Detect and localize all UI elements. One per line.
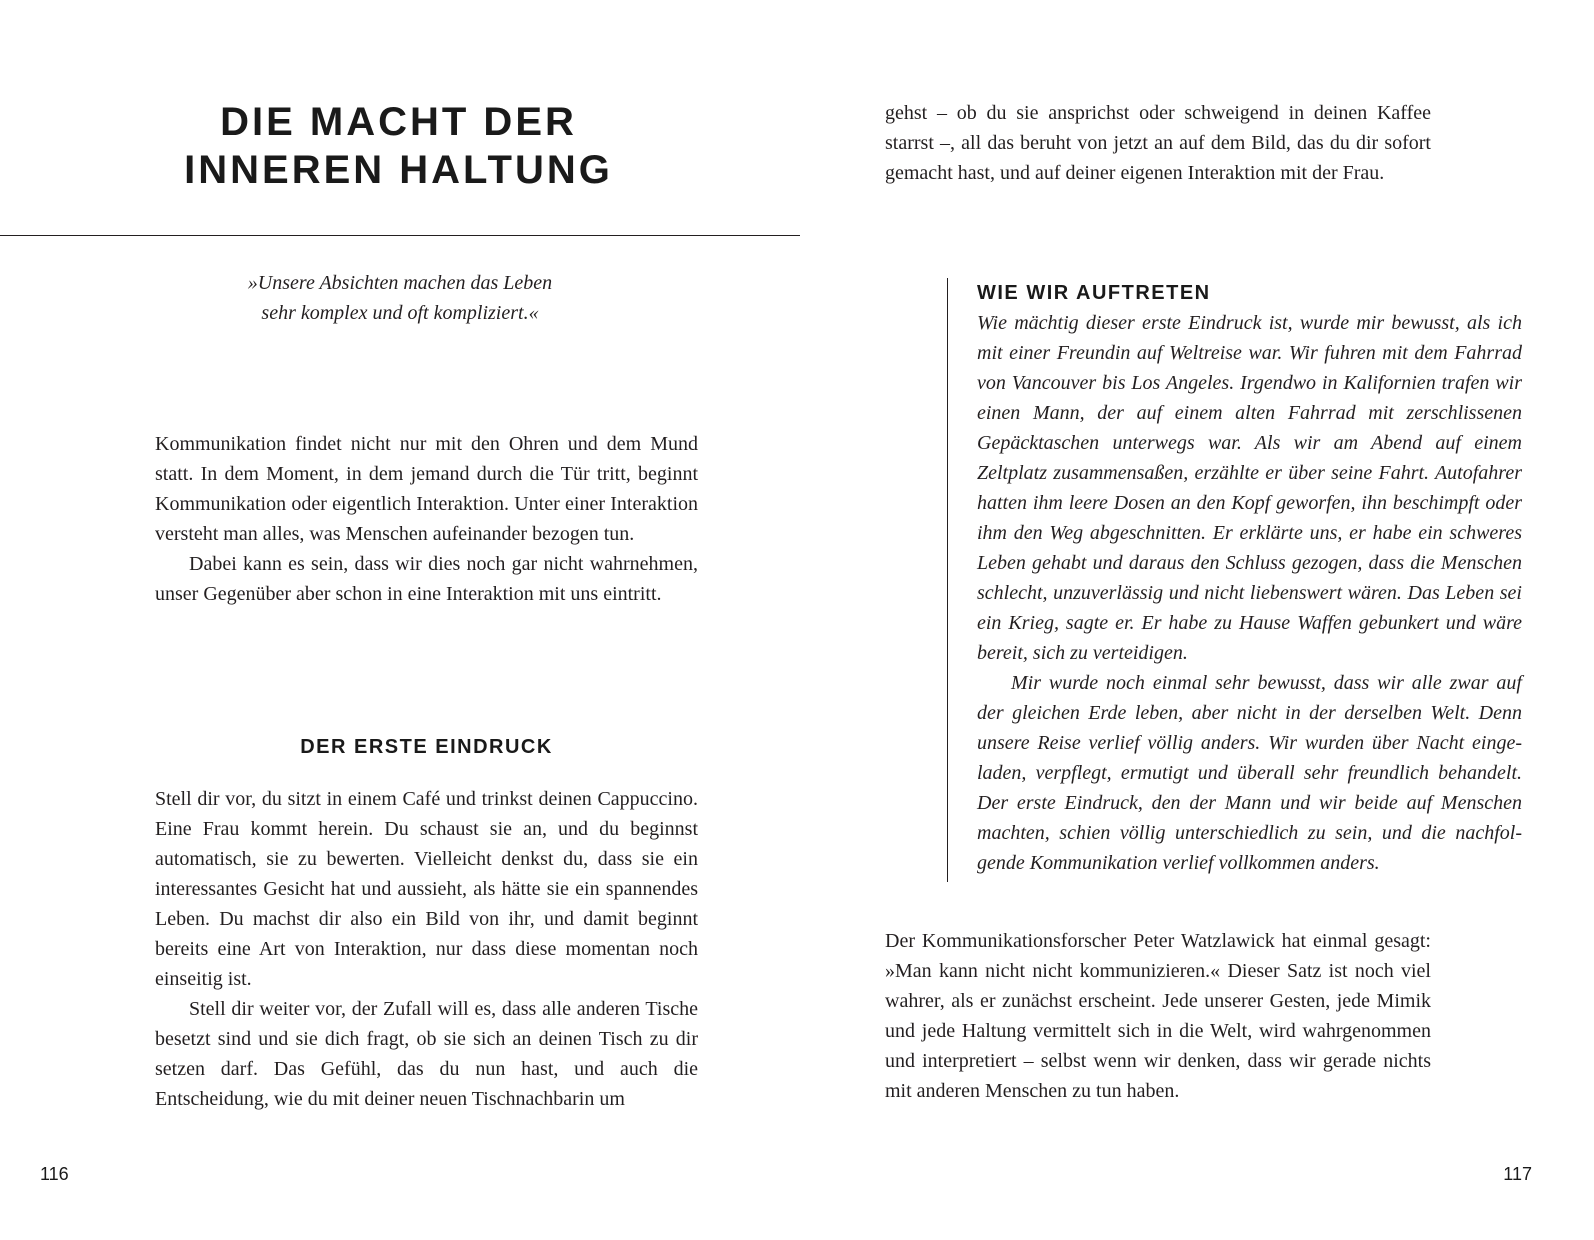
section-heading-erster-eindruck: DER ERSTE EINDRUCK [300, 736, 553, 758]
chapter-title [0, 98, 797, 194]
section-text [155, 784, 698, 1114]
title-divider [0, 235, 800, 236]
epigraph-line2: sehr komplex und oft kompliziert.« [261, 302, 539, 324]
page-number-left: 116 [40, 1164, 69, 1184]
intro-text [155, 429, 698, 609]
epigraph-quote [155, 268, 645, 328]
epigraph-line1: »Unsere Absichten machen das Leben [247, 272, 553, 294]
box-heading-wie-wir-auftreten: WIE WIR AUFTRETEN [977, 282, 1211, 304]
body-paragraph: Stell dir vor, du sitzt in einem Café und trinkst deinen Cappuccino. Eine Frau kommt herein. Du schaust sie an, und du beginnst automatisch, sie zu bewerten. Vielleicht denkst du, dass sie ein interessantes Gesicht hat und aussieht, als hätte sie ein spannendes Leben. Du machst dir also ein Bild von ihr, und damit beginnt bereits eine Art von Interaktion, nur dass diese momentan noch einseitig ist. [155, 788, 698, 990]
page-number-right: 117 [1503, 1164, 1532, 1184]
body-paragraph: Stell dir weiter vor, der Zufall will es, dass alle anderen Tische besetzt sind und sie dich fragt, ob sie sich an deinen Tisch zu dir setzen darf. Das Gefühl, das du nun hast, und auch die Entscheidung, wie du mit deiner neuen Tischnachbarin um [155, 998, 698, 1110]
box-text [977, 308, 1522, 878]
body-paragraph: Der Kommunikationsforscher Peter Watzlawick hat einmal gesagt: »Man kann nicht nicht kommunizieren.« Dieser Satz ist noch viel wahrer, als er zunächst erscheint. Jede unserer Gesten, jede Mimik und jede Haltung vermittelt sich in die Welt, wird wahrgenommen und interpretiert – selbst wenn wir denken, dass wir gerade nichts mit anderen Menschen zu tun haben. [885, 930, 1431, 1102]
continued-text [885, 98, 1431, 188]
body-paragraph: Dabei kann es sein, dass wir dies noch gar nicht wahrnehmen, unser Gegenüber aber schon in eine Interaktion mit uns eintritt. [155, 553, 698, 605]
body-paragraph: Kommunikation findet nicht nur mit den Ohren und dem Mund statt. In dem Moment, in dem jemand durch die Tür tritt, beginnt Kommunikation oder eigentlich Interaktion. Unter einer Interaktion versteht man alles, was Menschen aufeinander bezogen tun. [155, 433, 698, 545]
box-paragraph: Mir wurde noch einmal sehr bewusst, dass wir alle zwar auf der gleichen Erde leben, aber nicht in der derselben Welt. Denn unsere Reise verlief völlig anders. Wir wurden über Nacht eingeladen, verpflegt, ermutigt und überall sehr freundlich behandelt. Der erste Eindruck, den der Mann und wir beide auf Menschen machten, schien völlig unterschiedlich zu sein, und die nachfolgende Kommunikation verlief vollkommen anders. [977, 672, 1522, 874]
right-page [797, 0, 1594, 1240]
body-paragraph: gehst – ob du sie ansprichst oder schweigend in deinen Kaffee starrst –, all das beruht von jetzt an auf dem Bild, das du dir sofort gemacht hast, und auf deiner eigenen Interaktion mit der Frau. [885, 102, 1431, 184]
box-paragraph: Wie mächtig dieser erste Eindruck ist, wurde mir bewusst, als ich mit einer Freundin auf Weltreise war. Wir fuhren mit dem Fahrrad von Vancouver bis Los Angeles. Irgendwo in Kalifornien trafen wir einen Mann, der auf einem alten Fahrrad mit zerschlissenen Gepäcktaschen unterwegs war. Als wir am Abend auf einem Zeltplatz zusammensaßen, erzählte er über seine Fahrt. Autofahrer hatten ihm leere Dosen an den Kopf geworfen, ihn beschimpft oder ihm den Weg abgeschnitten. Er erklärte uns, er habe ein schweres Leben gehabt und daraus den Schluss gezogen, dass die Menschen schlecht, unzuverlässig und nicht liebenswert wären. Das Leben sei ein Krieg, sagte er. Er habe zu Hause Waffen gebunkert und wäre bereit, sich zu verteidigen. [977, 312, 1522, 664]
sidebar-box [947, 278, 1522, 878]
closing-text [885, 926, 1431, 1106]
chapter-title-line1: DIE MACHT DER [220, 100, 577, 144]
chapter-title-line2: INNEREN HALTUNG [184, 148, 613, 192]
